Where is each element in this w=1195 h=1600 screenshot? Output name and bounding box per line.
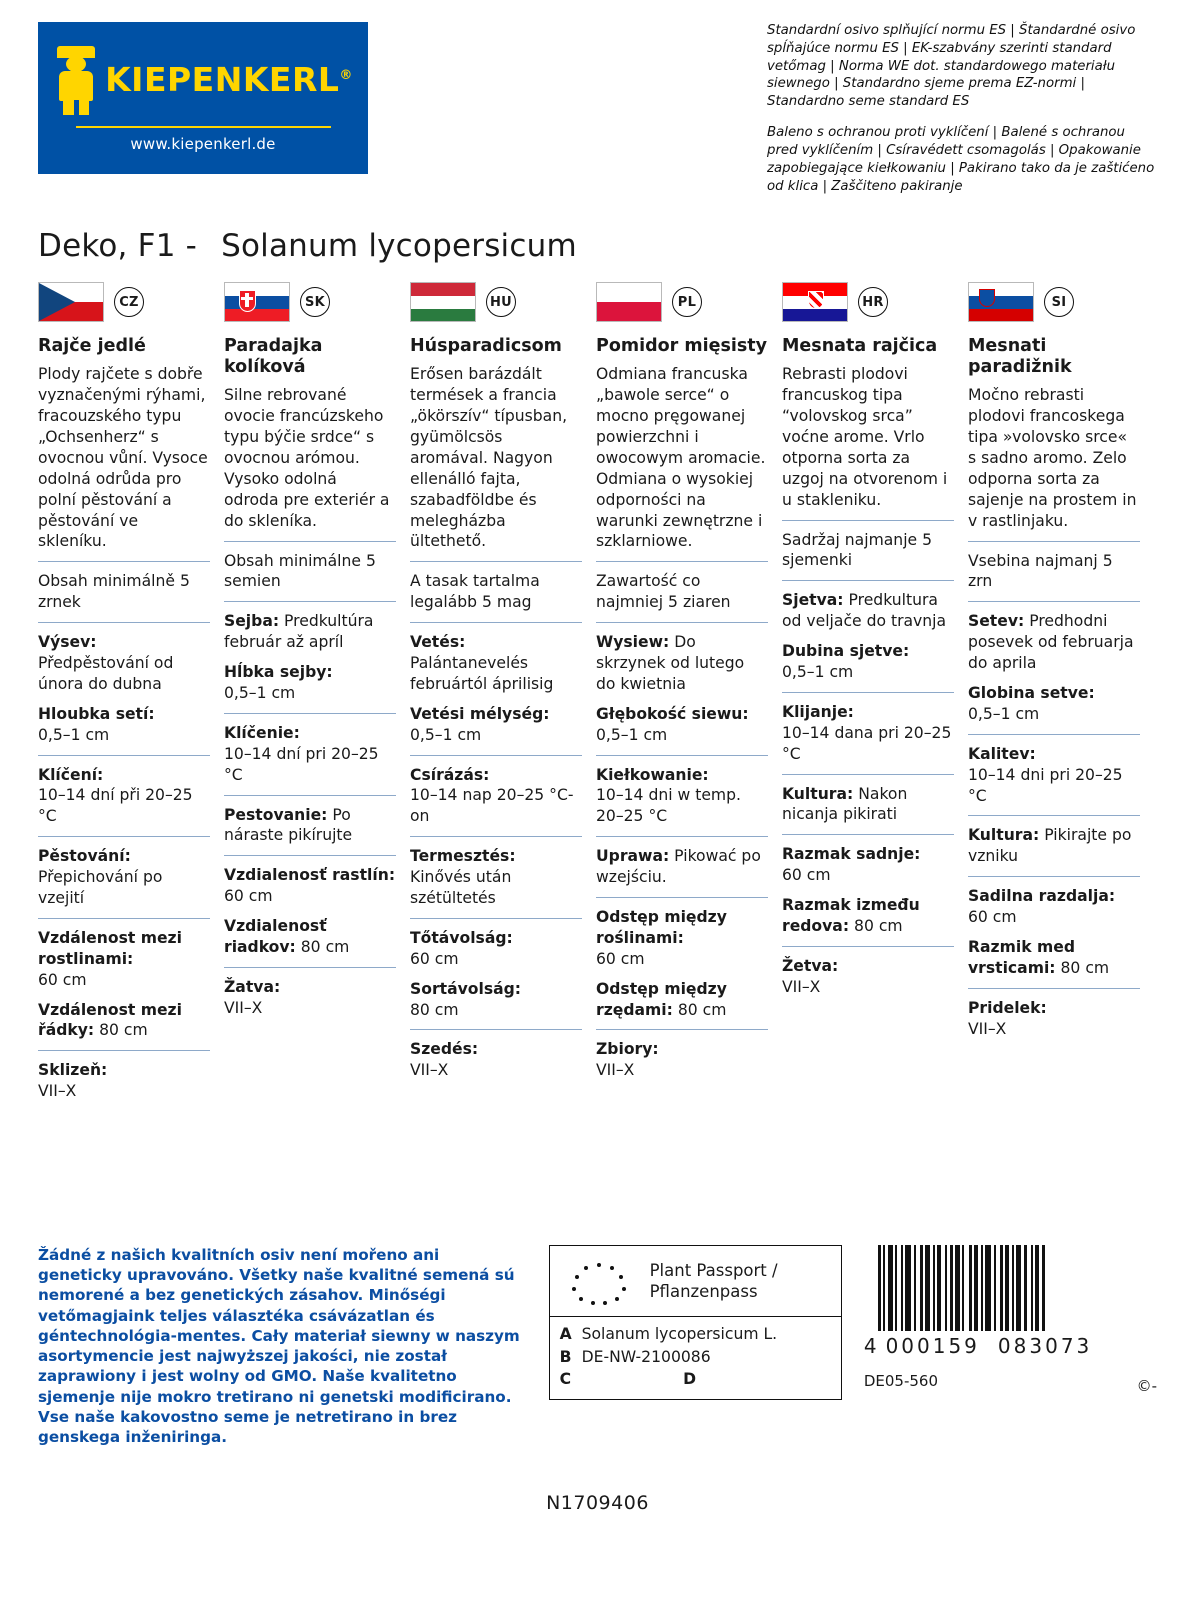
flag-row: [782, 282, 954, 322]
germination-value: 10–14 dni w temp. 20–25 °C: [596, 786, 741, 826]
divider: [410, 622, 582, 623]
divider: [410, 755, 582, 756]
culture-value: Přepichování po vzejití: [38, 868, 163, 908]
flag-row: [38, 282, 210, 322]
sowing-value: Predhodni posevek od februarja do aprila: [968, 612, 1134, 673]
germination-label: Klíčenie:: [224, 723, 300, 742]
harvest-label: Sklizeň:: [38, 1061, 108, 1080]
passport-row-cd: [550, 1368, 841, 1388]
divider: [782, 520, 954, 521]
content-amount: Obsah minimálne 5 semien: [224, 551, 376, 591]
legal-notice: [767, 22, 1157, 208]
content-amount: Vsebina najmanj 5 zrn: [968, 551, 1113, 591]
row-spacing-label: Odstęp między rzędami:: [596, 979, 727, 1019]
country-code-hu: HU: [486, 287, 516, 317]
article-number: DE05-560: [863, 1372, 938, 1390]
harvest-value: VII–X: [968, 1019, 1007, 1038]
germination-info: [224, 723, 396, 786]
depth-value: 0,5–1 cm: [38, 725, 110, 744]
depth-info: [38, 704, 210, 746]
row-spacing-value: 80 cm: [677, 1000, 727, 1019]
row-spacing-info: [410, 979, 582, 1021]
plant-spacing-info: [38, 928, 210, 991]
germination-value: 10–14 nap 20–25 °C-on: [410, 786, 574, 826]
language-column-si: [968, 282, 1154, 1102]
sowing-value: Palántanevelés februártól áprilisig: [410, 654, 554, 693]
row-spacing-value: 80 cm: [300, 938, 350, 957]
crop-name: Paradajka kolíková: [224, 336, 323, 378]
germination-info: [38, 765, 210, 828]
country-code-cz: CZ: [114, 287, 144, 317]
crop-name: Mesnata rajčica: [782, 336, 938, 357]
row-spacing-info: [224, 916, 396, 958]
gmo-free-note: Žádné z našich kvalitních osiv není mořeno ani geneticky upravováno. Všetky naše kvalitné semená sú nemorené a bez genetických zásahov. Minőségi vetőmagjaink teljes választéka csávázatlan és géntechnológia-mentes. Cały materiał siewny w naszym asortymencie jest najwyższej jakości, nie został zaprawiony i jest wolny od GMO. Naše kvalitetno sjemenje nije mokro tretirano ni genetski modificirano. Vse naše kakovostno seme je netretirano in brez genskega inženiringa.: [38, 1246, 520, 1446]
kiepenkerl-logo: [38, 22, 368, 174]
language-column-hr: [782, 282, 968, 1102]
divider: [224, 795, 396, 796]
flag-si-icon: [968, 282, 1034, 322]
passport-header: [550, 1246, 841, 1314]
crop-description: Odmiana francuska „bawole serce“ o mocno pręgowanej powierzchni i owocowym aromacie. Odmiana o wysokiej odporności na warunki zewnętrzne i szklarniowe.: [596, 365, 766, 551]
barcode-area: [864, 1245, 1157, 1447]
culture-info: [596, 846, 768, 888]
culture-value: Nakon nicanja pikirati: [782, 784, 908, 824]
depth-label: Głębokość siewu:: [596, 704, 749, 723]
divider: [410, 836, 582, 837]
culture-info: [782, 784, 954, 826]
culture-info: [224, 805, 396, 847]
language-column-pl: [596, 282, 782, 1102]
germination-value: 10–14 dní při 20–25 °C: [38, 786, 193, 826]
harvest-info: [410, 1039, 582, 1081]
plant-spacing-label: Odstęp między roślinami:: [596, 908, 727, 947]
culture-value: Po náraste pikírujte: [224, 805, 353, 845]
sowing-info: [782, 590, 954, 632]
brand-name-text: KIEPENKERL: [105, 60, 340, 99]
farmer-figure-icon: [53, 44, 99, 116]
plant-passport: [549, 1245, 842, 1400]
depth-label: Vetési mélység:: [410, 704, 550, 723]
plant-spacing-label: Vzdálenost mezi rostlinami:: [38, 928, 182, 968]
passport-rows: [550, 1317, 841, 1368]
divider: [782, 834, 954, 835]
germination-info: [410, 765, 582, 828]
plant-spacing-label: Sadilna razdalja:: [968, 887, 1116, 906]
flag-row: [968, 282, 1140, 322]
row-spacing-value: 80 cm: [410, 1000, 459, 1019]
plant-spacing-value: 60 cm: [968, 908, 1017, 927]
depth-value: 0,5–1 cm: [410, 725, 482, 744]
harvest-label: Szedés:: [410, 1040, 479, 1059]
sowing-label: Wysiew:: [596, 633, 670, 652]
harvest-value: VII–X: [782, 977, 821, 996]
plant-spacing-info: [968, 886, 1140, 928]
divider: [968, 815, 1140, 816]
flag-row: [224, 282, 396, 322]
divider: [968, 541, 1140, 542]
passport-key-d: D: [683, 1370, 697, 1389]
country-code-sk: SK: [300, 287, 330, 317]
barcode-number: [864, 1334, 1157, 1358]
divider: [782, 692, 954, 693]
divider: [224, 601, 396, 602]
row-spacing-label: Vzdálenost mezi řádky:: [38, 1000, 182, 1040]
flag-hu-icon: [410, 282, 476, 322]
crop-name: Rajče jedlé: [38, 336, 146, 357]
flag-cz-icon: [38, 282, 104, 322]
culture-value: Pikirajte po vzniku: [968, 826, 1132, 866]
passport-key-c: C: [559, 1370, 572, 1389]
divider: [38, 836, 210, 837]
barcode-group-1: 000159: [885, 1334, 980, 1358]
sowing-info: [38, 632, 210, 695]
harvest-info: [38, 1060, 210, 1102]
flag-pl-icon: [596, 282, 662, 322]
sowing-label: Vetés:: [410, 633, 466, 652]
divider: [596, 622, 768, 623]
divider: [968, 601, 1140, 602]
country-code-hr: HR: [858, 287, 888, 317]
plant-spacing-label: Razmak sadnje:: [782, 845, 921, 864]
divider: [38, 755, 210, 756]
crop-description: Silne rebrované ovocie francúzskeho typu býčie srdce“ s ovocnou arómou. Vysoko odolná odroda pre exteriér a do skleníka.: [224, 386, 390, 530]
germination-label: Csírázás:: [410, 765, 490, 784]
passport-value-a: Solanum lycopersicum L.: [581, 1325, 778, 1343]
language-column-cz: [38, 282, 224, 1102]
culture-info: [968, 825, 1140, 867]
depth-value: 0,5–1 cm: [596, 725, 668, 744]
content-amount: Sadržaj najmanje 5 sjemenki: [782, 530, 932, 570]
plant-spacing-info: [224, 865, 396, 907]
latin-name: Solanum lycopersicum: [221, 228, 577, 265]
depth-value: 0,5–1 cm: [968, 704, 1040, 723]
flag-row: [596, 282, 768, 322]
harvest-info: [596, 1039, 768, 1081]
depth-label: Hloubka setí:: [38, 704, 155, 723]
row-spacing-info: [38, 1000, 210, 1042]
divider: [410, 561, 582, 562]
content-amount: Obsah minimálně 5 zrnek: [38, 572, 190, 612]
content-amount: A tasak tartalma legalább 5 mag: [410, 572, 540, 612]
passport-key-a: A: [559, 1325, 572, 1343]
divider: [596, 1029, 768, 1030]
germination-info: [782, 702, 954, 765]
plant-spacing-info: [782, 844, 954, 886]
harvest-label: Zbiory:: [596, 1040, 659, 1059]
divider: [410, 918, 582, 919]
culture-info: [38, 846, 210, 909]
depth-value: 0,5–1 cm: [224, 684, 296, 702]
culture-value: Pikować po wzejściu.: [596, 847, 761, 887]
row-spacing-info: [968, 937, 1140, 979]
row-spacing-label: Sortávolság:: [410, 979, 522, 998]
content-amount: Zawartość co najmniej 5 ziaren: [596, 572, 731, 612]
divider: [782, 580, 954, 581]
standard-seed-note: Standardní osivo splňující normu ES | Štandardné osivo spĺňajúce normu ES | EK-szabvány szerinti standard vetőmag | Norma WE dot. standardowego materiału siewnego | Standardno sjeme prema EZ-normi | Standardno seme standard ES: [767, 23, 1136, 110]
country-code-pl: PL: [672, 287, 702, 317]
footer-section: [38, 1245, 1157, 1447]
divider: [224, 713, 396, 714]
divider: [596, 561, 768, 562]
crop-name: Húsparadicsom: [410, 336, 562, 357]
flag-hr-icon: [782, 282, 848, 322]
sowing-info: [596, 632, 768, 695]
country-code-si: SI: [1044, 287, 1074, 317]
divider: [596, 897, 768, 898]
culture-label: Kultura:: [782, 784, 854, 803]
divider: [968, 988, 1140, 989]
divider: [596, 755, 768, 756]
germination-info: [596, 765, 768, 828]
eu-flag-icon: [560, 1256, 638, 1308]
divider: [410, 1029, 582, 1030]
culture-label: Pestovanie:: [224, 805, 328, 824]
germination-label: Klíčení:: [38, 765, 104, 784]
plant-spacing-info: [410, 928, 582, 970]
divider: [224, 541, 396, 542]
sowing-value: Předpěstování od února do dubna: [38, 654, 174, 693]
harvest-info: [782, 956, 954, 998]
passport-title: Plant Passport / Pflanzenpass: [649, 1261, 778, 1301]
divider: [38, 622, 210, 623]
sowing-label: Sejba:: [224, 612, 280, 631]
row-spacing-label: Razmik med vrsticami:: [968, 938, 1075, 977]
sowing-info: [224, 611, 396, 653]
row-spacing-label: Razmak između redova:: [782, 896, 920, 936]
language-columns: [38, 282, 1157, 1102]
plant-spacing-info: [596, 907, 768, 970]
divider: [968, 876, 1140, 877]
sowing-label: Výsev:: [38, 633, 97, 652]
plant-spacing-value: 60 cm: [410, 949, 459, 968]
footer-item-code: N1709406: [546, 1492, 649, 1514]
plant-spacing-label: Vzdialenosť rastlín:: [224, 866, 396, 885]
germination-value: 10–14 dana pri 20–25 °C: [782, 723, 952, 763]
germination-label: Kalitev:: [968, 744, 1036, 763]
harvest-info: [224, 977, 396, 1019]
harvest-value: VII–X: [38, 1082, 77, 1101]
culture-value: Kinővés után szétültetés: [410, 868, 512, 908]
culture-label: Uprawa:: [596, 847, 670, 866]
sowing-value: Predkultúra február až apríl: [224, 612, 374, 652]
plant-spacing-value: 60 cm: [224, 887, 273, 906]
page-title: [38, 228, 1157, 264]
plant-spacing-value: 60 cm: [782, 866, 831, 885]
harvest-value: VII–X: [596, 1061, 635, 1080]
depth-label: Hĺbka sejby:: [224, 663, 333, 682]
divider: [968, 734, 1140, 735]
divider: [596, 836, 768, 837]
divider: [38, 561, 210, 562]
sowing-value: Do skrzynek od lutego do kwietnia: [596, 633, 745, 693]
passport-key-b: B: [559, 1347, 572, 1366]
depth-info: [782, 641, 954, 683]
variety-name: Deko, F1 -: [38, 228, 198, 265]
crop-description: Rebrasti plodovi francuskog tipa “volovskog srca” voćne arome. Vrlo otporna sorta za uzgoj na otvorenom i u stakleniku.: [782, 365, 948, 509]
trademark-symbol: ®: [339, 68, 353, 83]
crop-description: Plody rajčete s dobře vyznačenými rýhami, fracouzského typu „Ochsenherz“ s ovocnou vůní. Vysoce odolná odrůda pro polní pěstování a pěstování ve skleníku.: [38, 365, 208, 551]
row-spacing-value: 80 cm: [99, 1021, 148, 1040]
barcode-icon: [864, 1245, 1157, 1331]
language-column-hu: [410, 282, 596, 1102]
flag-sk-icon: [224, 282, 290, 322]
passport-row-a: [560, 1323, 831, 1346]
divider: [782, 774, 954, 775]
germination-value: 10–14 dni pri 20–25 °C: [968, 765, 1123, 805]
depth-info: [410, 704, 582, 746]
harvest-label: Žatva:: [224, 977, 281, 996]
germination-value: 10–14 dní pri 20–25 °C: [224, 744, 379, 784]
brand-name: [105, 60, 353, 99]
culture-label: Pěstování:: [38, 847, 131, 866]
divider: [224, 967, 396, 968]
row-spacing-info: [596, 979, 768, 1021]
crop-description: Močno rebrasti plodovi francoskega tipa »volovsko srce« s sadno aromo. Zelo odporna sorta za sajenje na prostem in v rastlinjaku.: [968, 386, 1137, 530]
row-spacing-label: Vzdialenosť riadkov:: [224, 917, 327, 957]
harvest-info: [968, 998, 1140, 1040]
header: [38, 0, 1157, 208]
language-column-sk: [224, 282, 410, 1102]
sowing-value: Predkultura od veljače do travnja: [782, 591, 947, 631]
crop-name: Mesnati paradižnik: [968, 336, 1072, 378]
brand-url: www.kiepenkerl.de: [130, 134, 276, 153]
germination-label: Kiełkowanie:: [596, 765, 709, 784]
row-spacing-value: 80 cm: [1060, 958, 1110, 977]
depth-label: Globina setve:: [968, 684, 1095, 702]
flag-row: [410, 282, 582, 322]
barcode-group-2: 083073: [997, 1334, 1093, 1358]
culture-info: [410, 846, 582, 909]
passport-value-b: DE-NW-2100086: [581, 1347, 711, 1366]
harvest-label: Žetva:: [782, 956, 839, 975]
sowing-label: Setev:: [968, 612, 1025, 631]
harvest-label: Pridelek:: [968, 998, 1047, 1017]
divider: [38, 918, 210, 919]
depth-info: [968, 683, 1140, 725]
germination-label: Klijanje:: [782, 702, 854, 721]
culture-label: Termesztés:: [410, 847, 516, 866]
plant-spacing-value: 60 cm: [596, 949, 645, 968]
logo-divider: [76, 126, 331, 128]
divider: [782, 946, 954, 947]
sowing-info: [410, 632, 582, 695]
germination-info: [968, 744, 1140, 807]
depth-info: [224, 662, 396, 704]
harvest-value: VII–X: [410, 1061, 449, 1080]
depth-value: 0,5–1 cm: [782, 663, 854, 681]
copyright-mark: ©-: [1136, 1377, 1157, 1395]
sowing-info: [968, 611, 1140, 674]
culture-label: Kultura:: [968, 826, 1040, 845]
germination-protection-note: Baleno s ochranou proti vyklíčení | Balené s ochranou pred vyklíčením | Csíravédett csomagolás | Opakowanie zapobiegające kiełkowaniu | Pakirano tako da je zaštićeno od klica | Zaščiteno pakiranje: [767, 125, 1155, 194]
divider: [224, 855, 396, 856]
depth-label: Dubina sjetve:: [782, 642, 910, 661]
plant-spacing-label: Tőtávolság:: [410, 928, 513, 947]
passport-row-b: [560, 1346, 831, 1369]
harvest-value: VII–X: [224, 998, 263, 1017]
barcode-lead-digit: 4: [863, 1334, 880, 1358]
row-spacing-value: 80 cm: [854, 917, 903, 936]
row-spacing-info: [782, 895, 954, 937]
depth-info: [596, 704, 768, 746]
sowing-label: Sjetva:: [782, 591, 844, 610]
crop-name: Pomidor mięsisty: [596, 336, 768, 357]
crop-description: Erősen barázdált termések a francia „ökörszív“ típusban, gyümölcsös aromával. Nagyon ellenálló fajta, szabadföldbe és melegházba ültethető.: [410, 365, 568, 551]
divider: [38, 1050, 210, 1051]
plant-spacing-value: 60 cm: [38, 970, 87, 989]
